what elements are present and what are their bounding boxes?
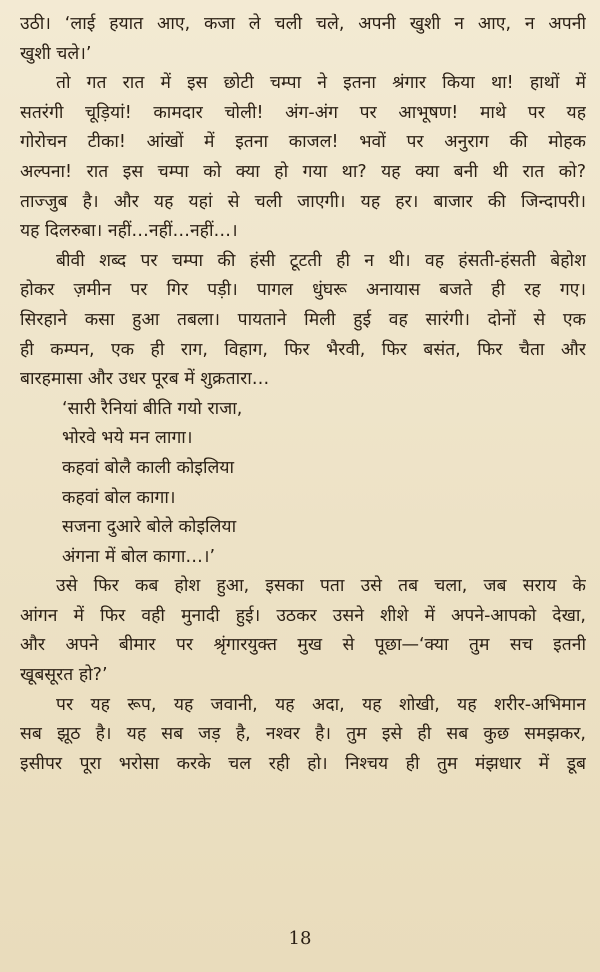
text-line: यह दिलरुबा। नहीं…नहीं…नहीं…।	[20, 221, 238, 242]
text-line: भोरवे भये मन लागा।	[62, 428, 193, 449]
text-line: सिरहाने कसा हुआ तबला। पायताने मिली हुई वह सारंगी। दोनों से एक	[20, 309, 586, 330]
text-line: पर यह रूप, यह जवानी, यह अदा, यह शोखी, यह शरीर-अभिमान	[56, 694, 586, 715]
text-line: ताज्जुब है। और यह यहां से चली जाएगी। यह हर। बाजार की जिन्दापरी।	[20, 191, 586, 212]
text-line: सब झूठ है। यह सब जड़ है, नश्वर है। तुम इसे ही सब कुछ समझकर,	[20, 724, 586, 745]
text-line: ‘सारी रैनियां बीति गयो राजा,	[62, 398, 243, 419]
text-line: खुशी चले।’	[20, 43, 92, 64]
text-line: अल्पना! रात इस चम्पा को क्या हो गया था? यह क्या बनी थी रात को?	[20, 161, 586, 182]
text-line: उठी। ‘लाई हयात आए, कजा ले चली चले, अपनी खुशी न आए, न अपनी	[20, 14, 586, 34]
text-line: ही कम्पन, एक ही राग, विहाग, फिर भैरवी, फिर बसंत, फिर चैता और	[20, 339, 586, 360]
text-line: और अपने बीमार पर श्रृंगारयुक्त मुख से पूछा—‘क्या तुम सच इतनी	[20, 635, 586, 656]
text-line: बीवी शब्द पर चम्पा की हंसी टूटती ही न थी। वह हंसती-हंसती बेहोश	[56, 250, 586, 271]
text-line: बारहमासा और उधर पूरब में शुक्रतारा…	[20, 369, 270, 390]
text-line: तो गत रात में इस छोटी चम्पा ने इतना श्रंगार किया था! हाथों में	[56, 73, 586, 94]
text-line: होकर ज़मीन पर गिर पड़ी। पागल धुंघरू अनायास बजते ही रह गए।	[20, 280, 586, 301]
text-line: उसे फिर कब होश हुआ, इसका पता उसे तब चला, जब सराय के	[56, 576, 586, 597]
text-line: गोरोचन टीका! आंखों में इतना काजल! भवों पर अनुराग की मोहक	[20, 132, 586, 153]
text-line: सतरंगी चूड़ियां! कामदार चोली! अंग-अंग पर आभूषण! माथे पर यह	[20, 102, 586, 123]
body-text	[20, 10, 586, 779]
text-line: सजना दुआरे बोले कोइलिया	[62, 517, 237, 538]
text-line: कहवां बोल कागा।	[62, 487, 176, 508]
text-line: अंगना में बोल कागा…।’	[62, 546, 216, 567]
text-line: इसीपर पूरा भरोसा करके चल रही हो। निश्चय ही तुम मंझधार में डूब	[20, 753, 586, 774]
text-line: कहवां बोलै काली कोइलिया	[62, 457, 235, 478]
text-line: खूबसूरत हो?’	[20, 665, 108, 686]
page-number: 18	[288, 928, 312, 949]
text-line: आंगन में फिर वही मुनादी हुई। उठकर उसने शीशे में अपने-आपको देखा,	[20, 605, 586, 626]
